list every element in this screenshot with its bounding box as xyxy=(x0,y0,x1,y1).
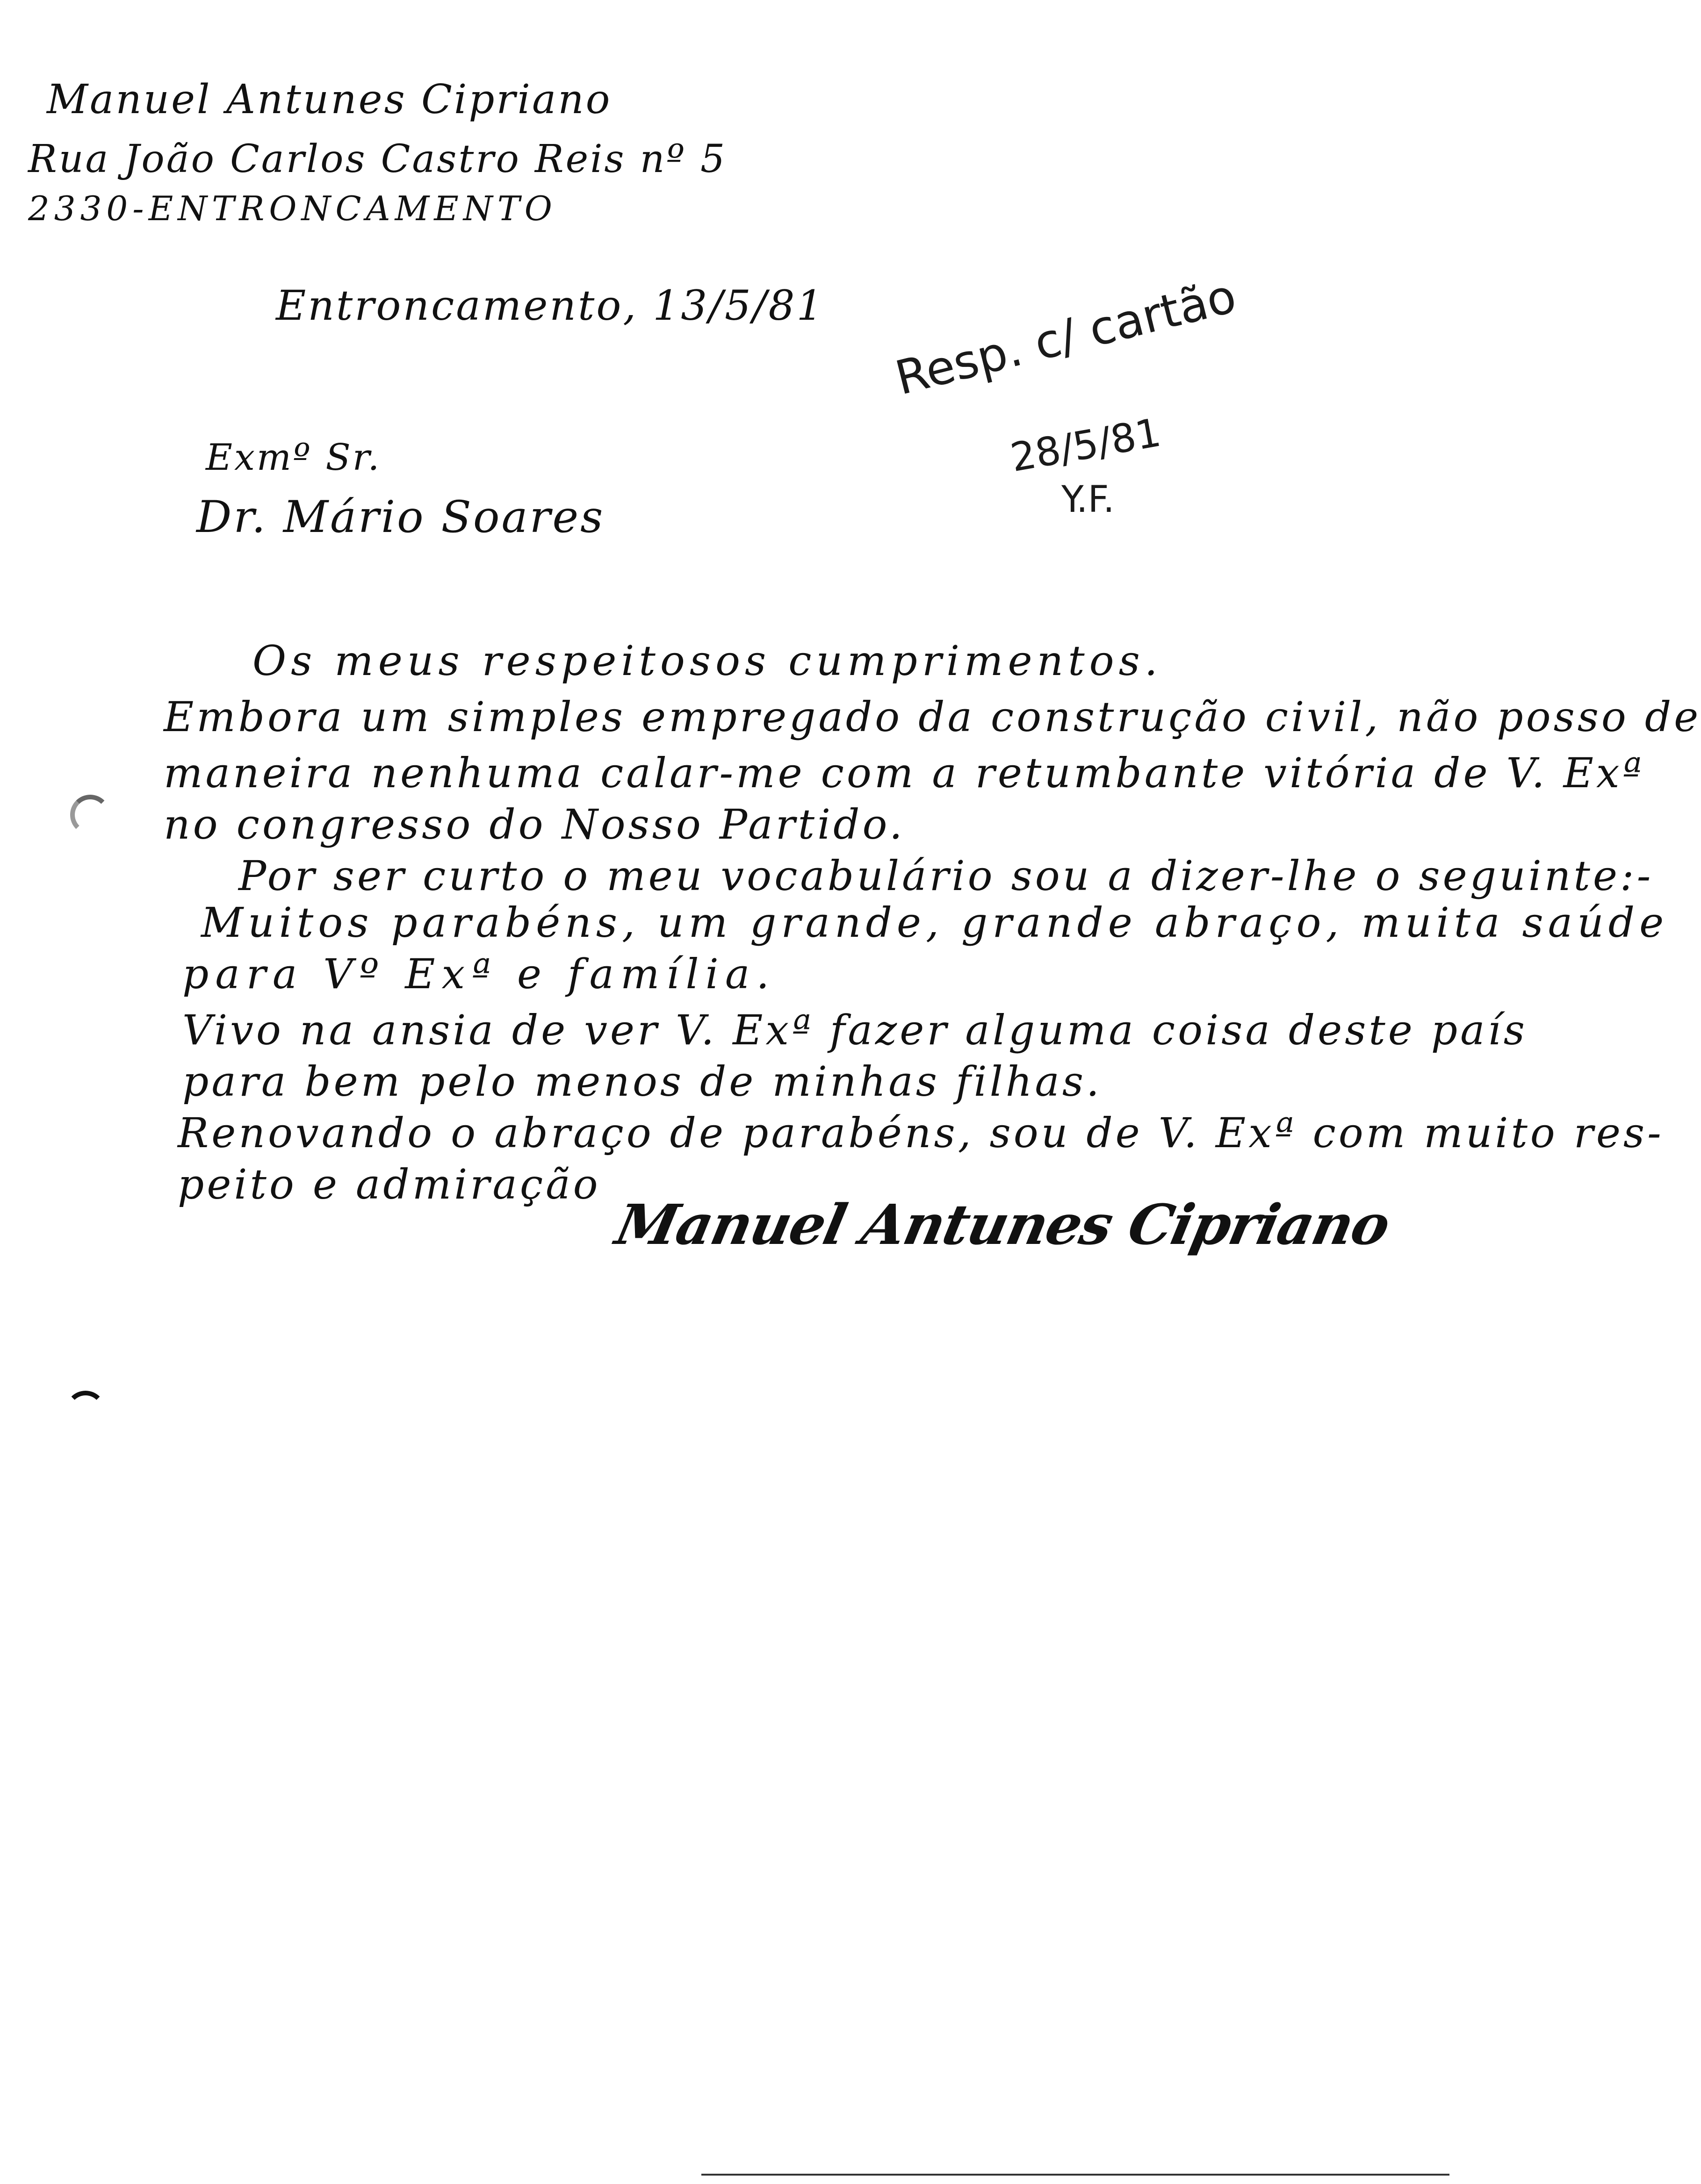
body-line: para bem pelo menos de minhas filhas. xyxy=(182,1057,1103,1106)
sender-address: Rua João Carlos Castro Reis nº 5 xyxy=(28,137,727,181)
body-line: no congresso do Nosso Partido. xyxy=(164,800,905,848)
body-line: peito e admiração xyxy=(178,1160,601,1208)
signature xyxy=(589,1169,1395,1290)
scan-edge-line xyxy=(701,2174,1449,2176)
body-line: para Vº Exª e família. xyxy=(182,950,776,998)
annotation-reply-line: Resp. c/ cartão xyxy=(890,268,1241,406)
body-line: Muitos parabéns, um grande, grande abraço, muita saúde xyxy=(201,898,1669,947)
signature-text: Manuel Antunes Cipriano xyxy=(610,1192,1395,1257)
body-line: Embora um simples empregado da construção civil, não posso de xyxy=(164,693,1701,741)
annotation-date-line: 28/5/81 xyxy=(1007,409,1164,481)
body-line: Os meus respeitosos cumprimentos. xyxy=(252,637,1162,685)
sender-name: Manuel Antunes Cipriano xyxy=(47,76,612,123)
annotation-initials: Y.F. xyxy=(1061,479,1115,521)
body-line: Vivo na ansia de ver V. Exª fazer alguma coisa deste país xyxy=(182,1006,1528,1054)
salutation-recipient: Dr. Mário Soares xyxy=(196,492,605,543)
sender-city: 2330-ENTRONCAMENTO xyxy=(28,189,557,228)
body-line: Renovando o abraço de parabéns, sou de V. Exª com muito res- xyxy=(178,1109,1664,1157)
punch-hole-mark xyxy=(65,1391,106,1431)
date-line: Entroncamento, 13/5/81 xyxy=(276,281,825,330)
salutation-title: Exmº Sr. xyxy=(206,437,382,479)
body-line: maneira nenhuma calar-me com a retumbante vitória de V. Exª xyxy=(164,749,1645,797)
body-line: Por ser curto o meu vocabulário sou a dizer-lhe o seguinte:- xyxy=(238,852,1654,900)
punch-hole-mark xyxy=(70,795,110,835)
